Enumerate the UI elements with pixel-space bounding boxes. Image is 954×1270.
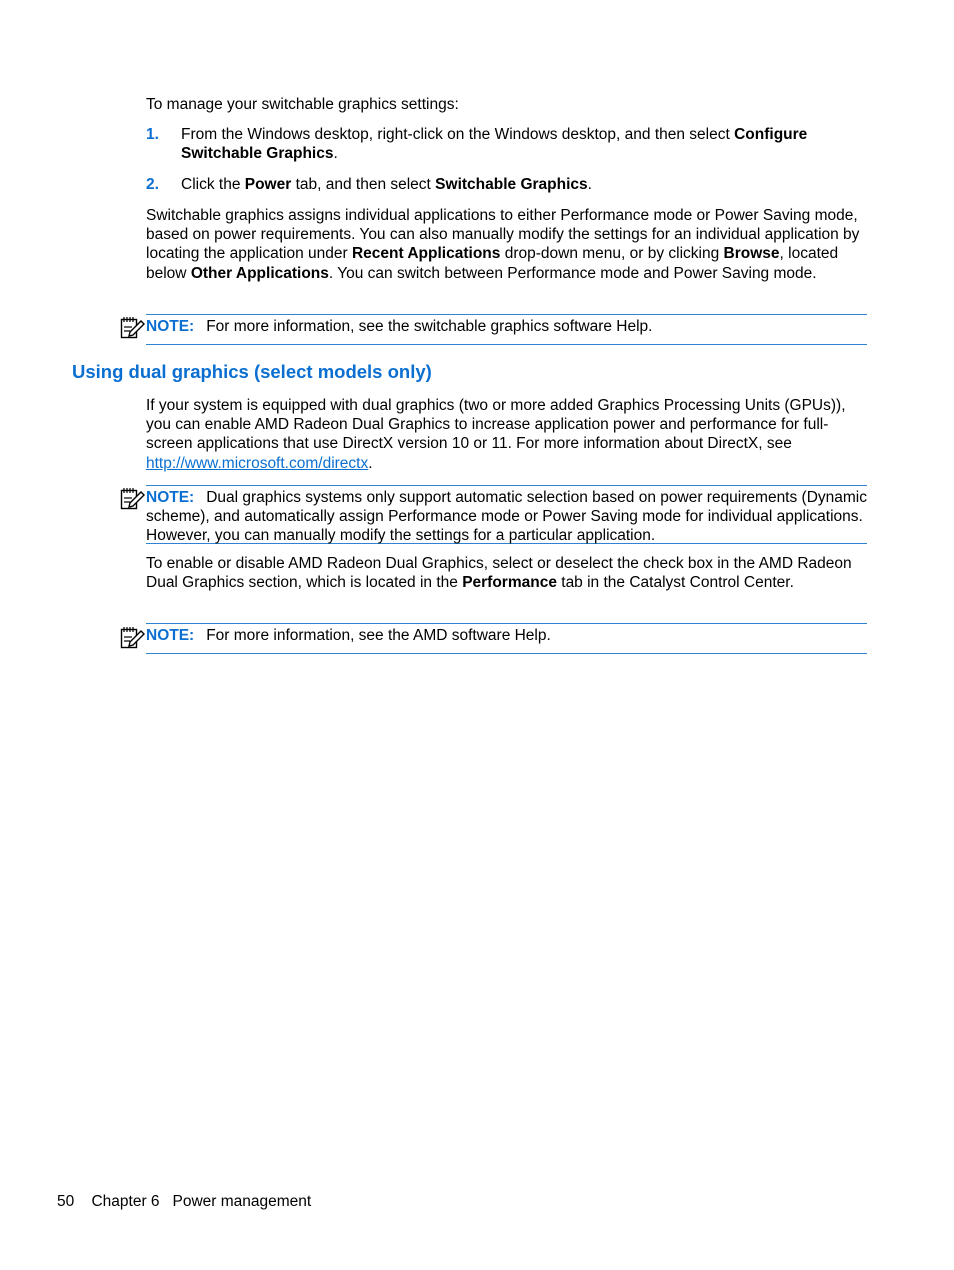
dual-graphics-paragraph: If your system is equipped with dual graphics (two or more added Graphics Processing Units (GPUs)), you can enable AMD Radeon Dual Graphics to increase application power and performance for full-screen applications that use DirectX version 10 or 11. For more information about DirectX, see http://www.microsoft.com/directx. [146,397,846,472]
note-pencil-icon [119,626,145,650]
note-label: NOTE: [146,489,195,506]
step-text: Click the Power tab, and then select Switchable Graphics. [181,176,592,193]
note-text: For more information, see the AMD software Help. [206,627,551,644]
note-pencil-icon [119,316,145,340]
directx-link[interactable]: http://www.microsoft.com/directx [146,454,369,472]
section-heading: Using dual graphics (select models only) [72,361,432,382]
page-number: 50 [57,1193,75,1210]
note-box [146,485,867,544]
note-text: Dual graphics systems only support automatic selection based on power requirements (Dynamic scheme), and automatically assign Performance mode or Power Saving mode for individual applications. However, you can manually modify the settings for a particular application. [146,489,867,545]
page-footer [57,1192,311,1211]
note-pencil-icon [119,487,145,511]
note-label: NOTE: [146,627,195,644]
chapter-label: Chapter 6 [91,1193,160,1210]
step-text: From the Windows desktop, right-click on the Windows desktop, and then select Configure Switchable Graphics. [181,126,808,163]
note-box [146,623,867,654]
note-box [146,314,867,345]
step-number: 2. [146,176,159,193]
intro-text: To manage your switchable graphics settings: [146,96,459,113]
chapter-title: Power management [172,1193,312,1210]
note-text: For more information, see the switchable graphics software Help. [206,318,653,335]
enable-dual-graphics-paragraph: To enable or disable AMD Radeon Dual Graphics, select or deselect the check box in the AMD Radeon Dual Graphics section, which is located in the Performance tab in the Catalyst Control Center. [146,555,852,592]
switchable-graphics-paragraph: Switchable graphics assigns individual applications to either Performance mode or Power Saving mode, based on power requirements. You can also manually modify the settings for an individual application by locating the application under Recent Applications drop-down menu, or by clicking Browse, located below Other Applications. You can switch between Performance mode and Power Saving mode. [146,207,860,282]
step-number: 1. [146,126,159,143]
note-label: NOTE: [146,318,195,335]
